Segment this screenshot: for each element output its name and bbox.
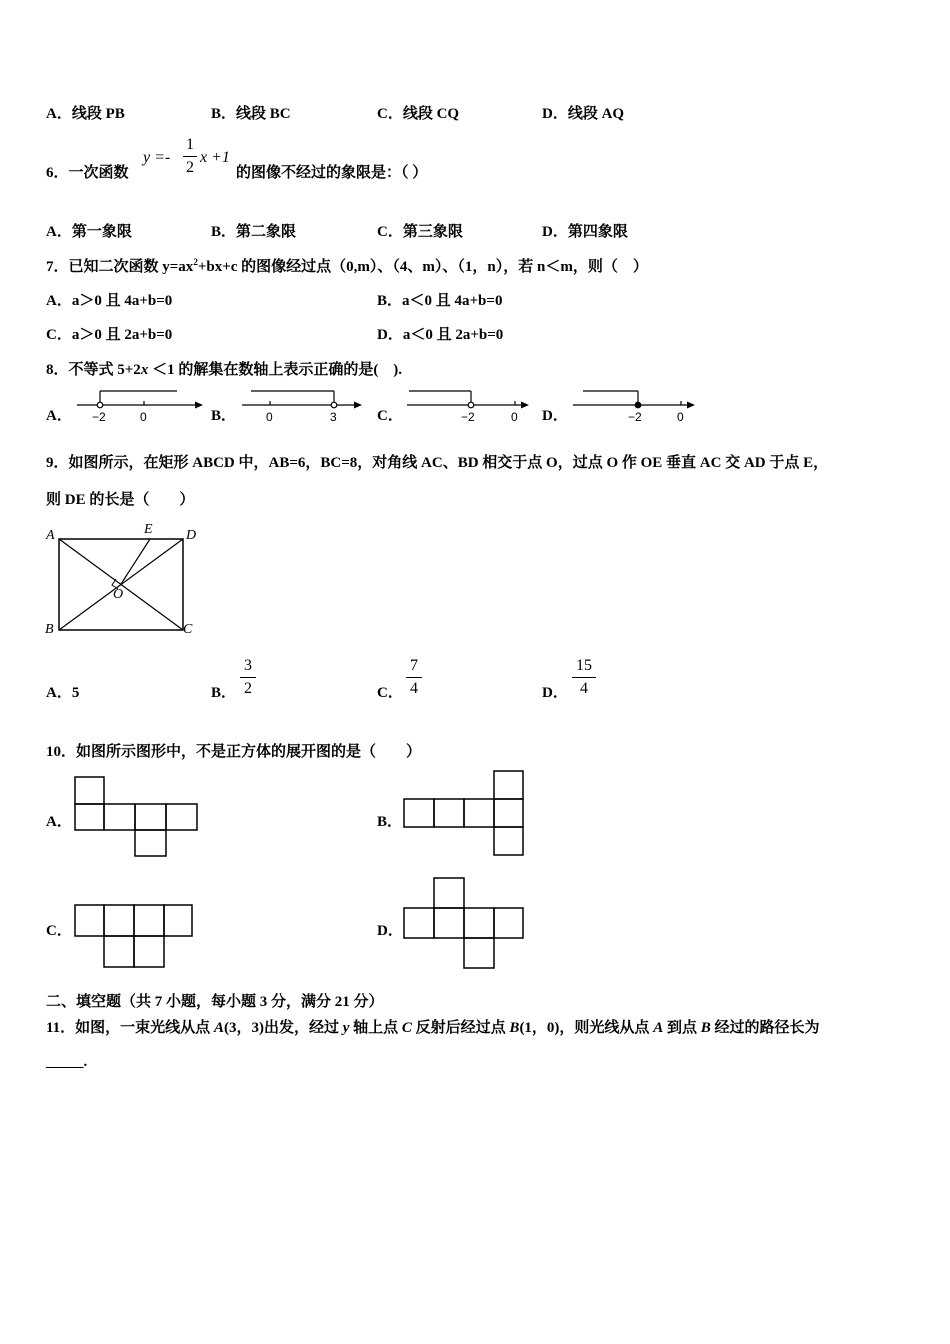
q9-label-e: E [144, 522, 153, 537]
q6-option-c: C．第三象限 [377, 224, 463, 240]
q9-label-o: O [113, 587, 124, 602]
q11-stem: 11．如图，一束光线从点 A(3，3)出发，经过 y 轴上点 C 反射后经过点 B(1，0)，则光线从点 A 到点 B 经过的路径长为 [46, 1020, 820, 1036]
q6-suffix: 的图像不经过的象限是：（ ） [236, 165, 428, 181]
q9-option-d-fraction: 15 4 [572, 657, 596, 698]
q9-label-a: A [46, 528, 55, 543]
q9-option-b-fraction: 3 2 [240, 657, 256, 698]
q10-stem: 10．如图所示图形中，不是正方体的展开图的是（ ） [46, 744, 422, 760]
q9-option-b-label: B． [211, 685, 237, 701]
q9-label-c: C [183, 622, 193, 637]
q8-option-b-label: B． [211, 408, 237, 424]
q9-label-b: B [45, 622, 54, 637]
q10-option-a-label: A． [46, 814, 72, 830]
q8-b-tick-2: 3 [330, 410, 337, 424]
q7-stem: 7．已知二次函数 $y=ax^2+bx+c$ 的图像经过点（0,m）、（4、m）、（1，n），若 n＜m，则（ ） [46, 257, 648, 275]
q5-option-b: B．线段 BC [211, 106, 291, 122]
q7-option-a: A．a＞0 且 4a+b=0 [46, 293, 173, 309]
q9-rectangle-figure [44, 522, 204, 642]
q6-eq-fraction [183, 136, 197, 177]
q10-option-b-label: B． [377, 814, 403, 830]
q8-a-tick-1: −2 [92, 410, 106, 424]
q9-option-d-label: D． [542, 685, 568, 701]
q5-option-a: A．线段 PB [46, 106, 125, 122]
q8-option-c-label: C． [377, 408, 403, 424]
q8-a-tick-2: 0 [140, 410, 147, 424]
q10-option-b-net [403, 770, 528, 860]
q6-eq-num: 1 [186, 136, 194, 153]
q11-answer-blank[interactable]: _____. [46, 1054, 88, 1070]
q6-eq-tail: x +1 [200, 149, 230, 166]
q6-eq-y: y =- [143, 149, 171, 166]
q8-c-tick-1: −2 [461, 410, 475, 424]
q6-option-d: D．第四象限 [542, 224, 628, 240]
q9-stem-line2: 则 DE 的长是（ ） [46, 492, 195, 508]
q10-option-d-net [403, 877, 528, 972]
q6-option-a: A．第一象限 [46, 224, 132, 240]
q5-option-d: D．线段 AQ [542, 106, 625, 122]
q10-option-c-net [74, 904, 199, 974]
q6-eq-den: 2 [186, 159, 194, 176]
q8-stem: 8．不等式 5+2x ＜1 的解集在数轴上表示正确的是( ). [46, 362, 403, 378]
q6-prefix: 6．一次函数 [46, 165, 129, 181]
q8-option-d-label: D． [542, 408, 568, 424]
q8-d-tick-2: 0 [677, 410, 684, 424]
q9-option-c-fraction: 7 4 [406, 657, 422, 698]
q8-option-b-numberline [240, 388, 370, 428]
q10-option-d-label: D． [377, 923, 403, 939]
q9-option-a: A．5 [46, 685, 80, 701]
q8-option-a-label: A． [46, 408, 72, 424]
q9-stem-line1: 9．如图所示，在矩形 ABCD 中，AB=6，BC=8，对角线 AC、BD 相交于点 O，过点 O 作 OE 垂直 AC 交 AD 于点 E， [46, 455, 829, 471]
q9-option-c-label: C． [377, 685, 403, 701]
q8-d-tick-1: −2 [628, 410, 642, 424]
q7-option-d: D．a＜0 且 2a+b=0 [377, 327, 504, 343]
q8-c-tick-2: 0 [511, 410, 518, 424]
q10-option-a-net [74, 776, 204, 861]
q9-label-d: D [186, 528, 197, 543]
q5-option-c: C．线段 CQ [377, 106, 460, 122]
q10-option-c-label: C． [46, 923, 72, 939]
q8-b-tick-1: 0 [266, 410, 273, 424]
q7-option-b: B．a＜0 且 4a+b=0 [377, 293, 503, 309]
q7-option-c: C．a＞0 且 2a+b=0 [46, 327, 173, 343]
section2-heading: 二、填空题（共 7 小题，每小题 3 分，满分 21 分） [46, 994, 384, 1010]
q6-option-b: B．第二象限 [211, 224, 297, 240]
